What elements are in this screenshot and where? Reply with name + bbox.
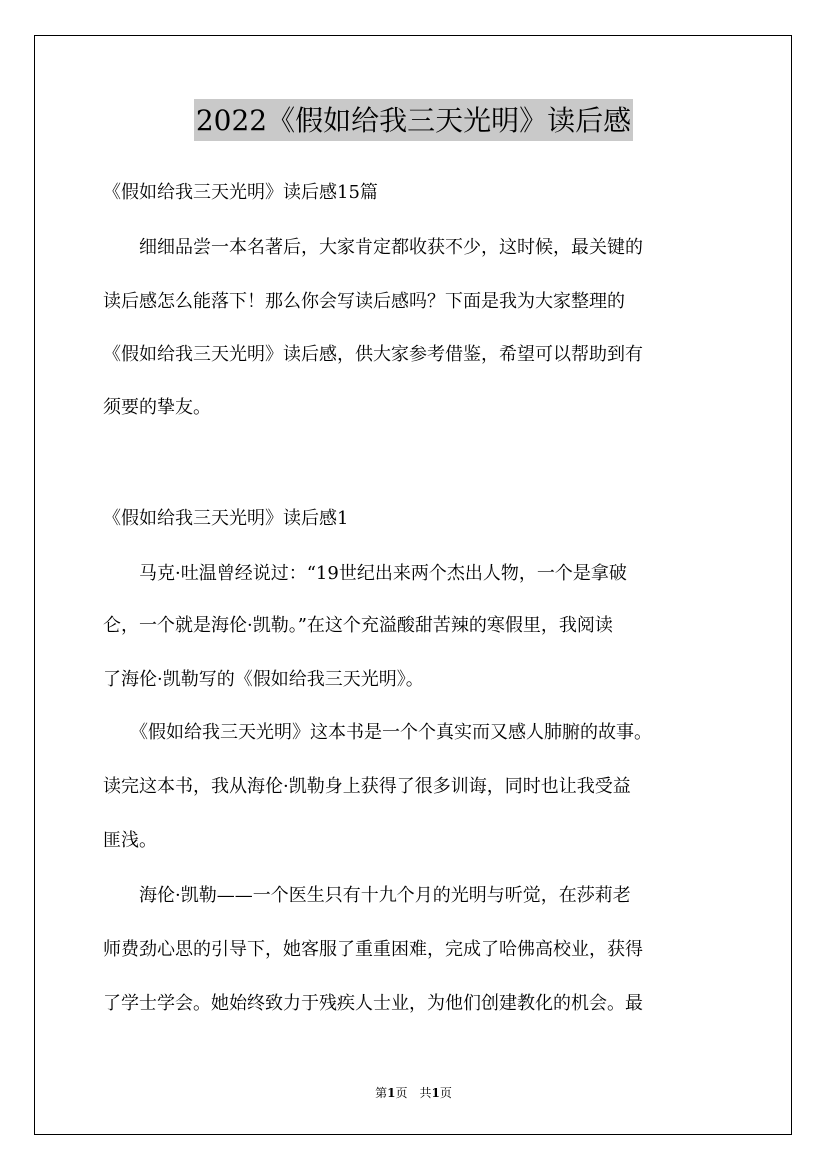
text-line: 匪浅。 (103, 830, 157, 851)
section-heading: 《假如给我三天光明》读后感1 (103, 508, 349, 529)
text-line: 《假如给我三天光明》读后感，供大家参考借鉴，希望可以帮助到有 (103, 344, 643, 365)
page-footer (0, 1084, 827, 1101)
footer-prefix: 第 (375, 1086, 388, 1100)
subtitle-line: 《假如给我三天光明》读后感15篇 (103, 182, 378, 203)
text-line: 海伦·凯勒——一个医生只有十九个月的光明与听觉，在莎莉老 (103, 885, 631, 906)
text-line: 读完这本书，我从海伦·凯勒身上获得了很多训诲，同时也让我受益 (103, 776, 631, 797)
text-line: 细细品尝一本名著后，大家肯定都收获不少，这时候，最关键的 (103, 237, 643, 258)
text-line: 读后感怎么能落下！那么你会写读后感吗？下面是我为大家整理的 (103, 291, 625, 312)
text-line: 师费劲心思的引导下，她客服了重重困难，完成了哈佛高校业，获得 (103, 939, 643, 960)
footer-suffix: 页 (439, 1086, 452, 1100)
text-line: 马克·吐温曾经说过：“19世纪出来两个杰出人物，一个是拿破 (103, 563, 627, 584)
footer-middle: 页 共 (395, 1086, 432, 1100)
text-line: 《假如给我三天光明》这本书是一个个真实而又感人肺腑的故事。 (103, 722, 652, 743)
footer-total-pages: 1 (431, 1086, 440, 1100)
text-line: 了海伦·凯勒写的《假如给我三天光明》。 (103, 669, 424, 690)
text-line: 须要的挚友。 (103, 397, 211, 418)
title-container (0, 99, 827, 141)
text-line: 了学士学会。她始终致力于残疾人士业，为他们创建教化的机会。最 (103, 993, 643, 1014)
document-title: 2022《假如给我三天光明》读后感 (194, 99, 633, 141)
footer-page-number: 1 (387, 1086, 396, 1100)
text-line: 仑，一个就是海伦·凯勒。”在这个充溢酸甜苦辣的寒假里，我阅读 (103, 615, 613, 636)
